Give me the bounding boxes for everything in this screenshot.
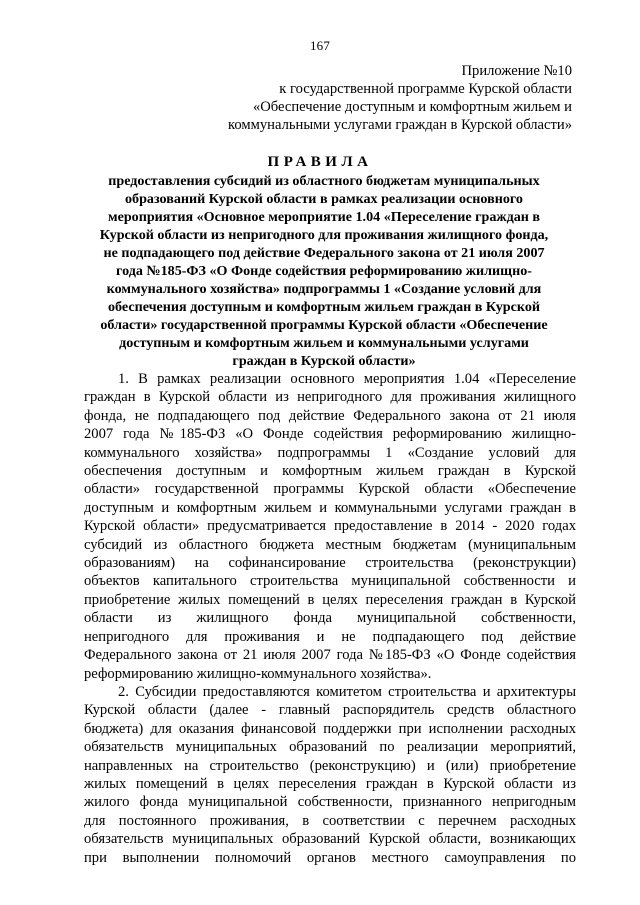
annex-header bbox=[228, 62, 572, 134]
text-line: области из жилищного фонда муниципальной собственности, bbox=[84, 610, 576, 627]
text-line: для постоянного проживания, в соответствии с перечнем расходных bbox=[84, 812, 576, 829]
subtitle-line: не подпадающего под действие Федерального закона от 21 июля 2007 bbox=[103, 245, 545, 261]
text-line: жилых помещений в целях переселения граждан в Курской области из bbox=[84, 775, 576, 792]
document-title: ПРАВИЛА bbox=[267, 154, 373, 170]
document-subtitle bbox=[84, 172, 564, 370]
subtitle-line: обеспечения доступным и комфортным жильем граждан в Курской bbox=[107, 299, 541, 315]
subtitle-line: коммунального хозяйства» подпрограммы 1 «Создание условий для bbox=[106, 281, 542, 297]
text-line: бюджета) для оказания финансовой поддержки при исполнении расходных bbox=[84, 720, 576, 737]
text-line: граждан в Курской области из непригодного для проживания жилищного bbox=[84, 389, 576, 406]
subtitle-line: образований Курской области в рамках реализации основного bbox=[125, 191, 523, 207]
annex-line: к государственной программе Курской области bbox=[279, 81, 572, 97]
paragraph-1 bbox=[84, 370, 576, 683]
text-line: Курской области» предусматривается предоставление в 2014 - 2020 годах bbox=[84, 518, 576, 535]
text-line: области» государственной программы Курской области «Обеспечение bbox=[84, 481, 576, 498]
subtitle-line: области» государственной программы Курской области «Обеспечение bbox=[100, 317, 548, 333]
text-line: 1. В рамках реализации основного мероприятия 1.04 «Переселение bbox=[118, 371, 576, 387]
subtitle-line: предоставления субсидий из областного бюджетам муниципальных bbox=[108, 173, 540, 189]
text-line: жилого фонда муниципальной собственности, признанного непригодным bbox=[84, 794, 576, 811]
subtitle-line: доступным и комфортным жильем и коммунальными услугами bbox=[119, 335, 529, 351]
text-line: обязательств муниципальных образований Курской области, возникающих bbox=[84, 831, 576, 848]
text-line: Курской области (далее - главный распорядитель средств областного bbox=[84, 702, 576, 719]
subtitle-line: граждан в Курской области» bbox=[232, 353, 416, 369]
text-line: Федерального закона от 21 июля 2007 года №185-ФЗ «О Фонде содействия bbox=[84, 647, 576, 664]
text-line: обеспечения доступным и комфортным жильем граждан в Курской bbox=[84, 463, 576, 480]
text-line: субсидий из областного бюджета местным бюджетам (муниципальным bbox=[84, 536, 576, 553]
page-number: 167 bbox=[309, 38, 331, 53]
text-line: направленных на строительство (реконструкцию) и (или) приобретение bbox=[84, 757, 576, 774]
text-line: коммунального хозяйства» подпрограммы 1 «Создание условий для bbox=[84, 444, 576, 461]
annex-line: Приложение №10 bbox=[461, 63, 572, 79]
annex-line: «Обеспечение доступным и комфортным жильем и bbox=[252, 99, 572, 115]
text-line: 2. Субсидии предоставляются комитетом строительства и архитектуры bbox=[118, 683, 576, 700]
subtitle-line: Курской области из непригодного для проживания жилищного фонда, bbox=[99, 227, 549, 243]
paragraph-2 bbox=[84, 683, 576, 867]
text-line: непригодного для проживания и не подпадающего под действие bbox=[84, 628, 576, 645]
document-body bbox=[84, 370, 576, 867]
text-line: доступным и комфортным жильем и коммунальными услугами граждан в bbox=[84, 499, 576, 516]
subtitle-line: мероприятия «Основное мероприятие 1.04 «Переселение граждан в bbox=[107, 209, 541, 225]
text-line: обязательств муниципальных образований по реализации мероприятий, bbox=[84, 739, 576, 756]
text-line: фонда, не подпадающего под действие Федерального закона от 21 июля bbox=[84, 407, 576, 424]
text-line: образованиям) на софинансирование строительства (реконструкции) bbox=[84, 555, 576, 572]
text-line: 2007 года №185-ФЗ «О Фонде содействия реформированию жилищно- bbox=[84, 426, 576, 443]
subtitle-line: года №185-ФЗ «О Фонде содействия реформированию жилищно- bbox=[116, 263, 532, 279]
annex-line: коммунальными услугами граждан в Курской области» bbox=[228, 117, 572, 133]
text-line: при выполнении полномочий органов местного самоуправления по bbox=[84, 849, 576, 866]
text-line: объектов капитального строительства муниципальной собственности и bbox=[84, 573, 576, 590]
text-line: приобретение жилых помещений в целях переселения граждан в Курской bbox=[84, 591, 576, 608]
text-line: реформированию жилищно-коммунального хозяйства». bbox=[84, 665, 432, 682]
